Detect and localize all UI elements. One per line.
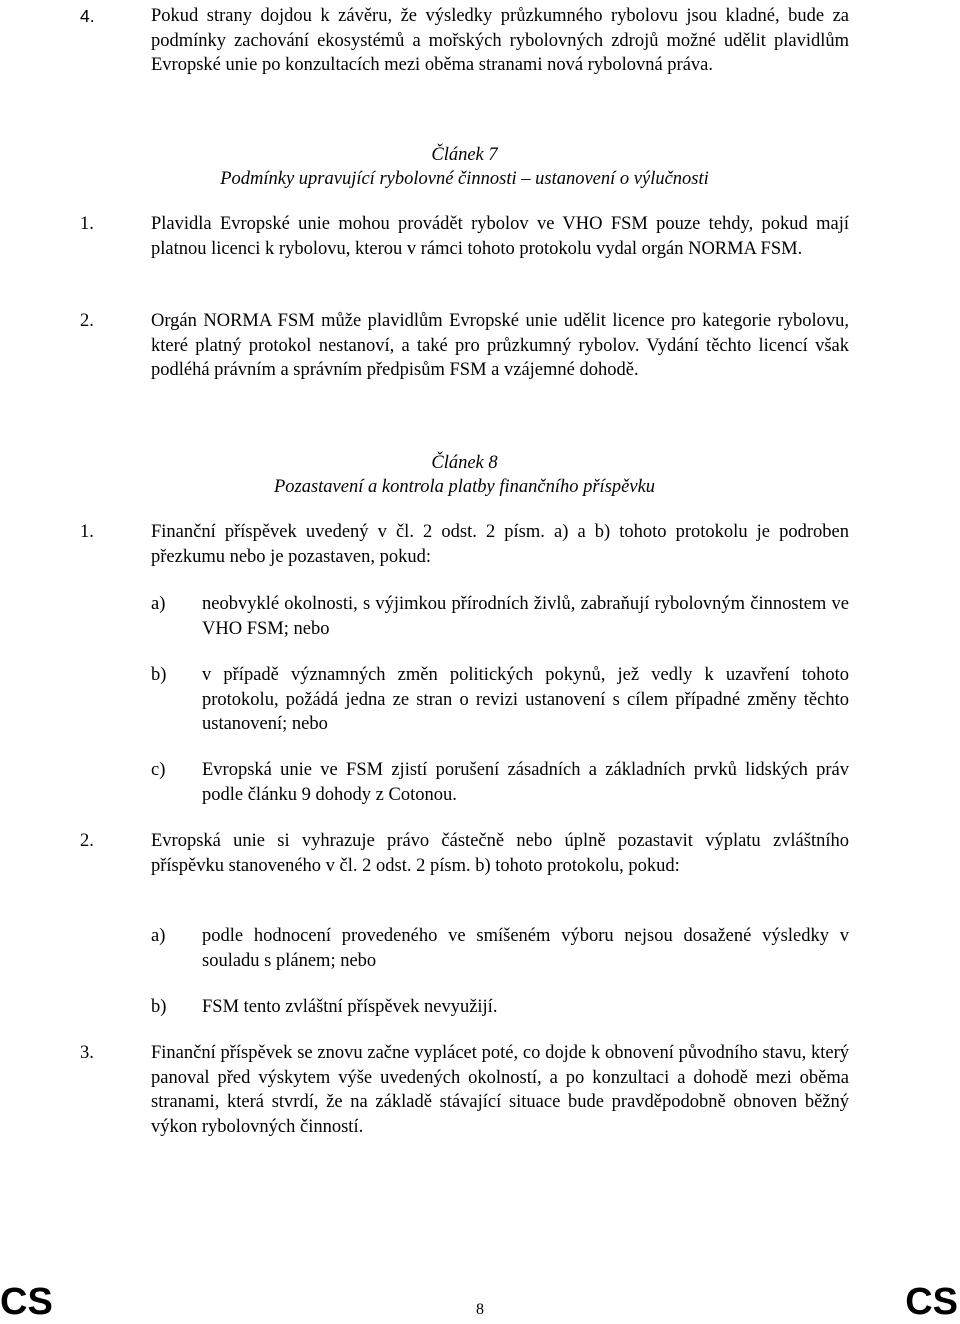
article-8-subtitle: Pozastavení a kontrola platby finančního příspěvku xyxy=(273,477,656,497)
item-number: 1. xyxy=(80,214,94,234)
article-7-subtitle: Podmínky upravující rybolovné činnosti – ustanovení o výlučnosti xyxy=(220,169,709,189)
item-number: 2. xyxy=(80,831,94,851)
article-7-title: Článek 7 xyxy=(431,145,498,165)
sub-item-text: podle hodnocení provedeného ve smíšeném výboru nejsou dosažené výsledky v souladu s plánem; nebo xyxy=(202,926,849,971)
sub-item-text: v případě významných změn politických pokynů, jež vedly k uzavření tohoto protokolu, požádá jedna ze stran o revizi ustanovení s cílem případné změny těchto ustanovení; nebo xyxy=(202,665,849,734)
item-text: Evropská unie si vyhrazuje právo částečně nebo úplně pozastavit výplatu zvláštního příspěvku stanoveného v čl. 2 odst. 2 písm. b) tohoto protokolu, pokud: xyxy=(151,831,849,876)
sub-item-label: c) xyxy=(151,760,166,780)
item-text: Orgán NORMA FSM může plavidlům Evropské unie udělit licence pro kategorie rybolovu, které platný protokol nestanoví, a také pro průzkumný rybolov. Vydání těchto licencí však podléhá právním a správním předpisům FSM a vzájemné dohodě. xyxy=(151,311,849,380)
sub-item-label: a) xyxy=(151,594,166,614)
sub-item-label: b) xyxy=(151,665,167,685)
item-text: Finanční příspěvek uvedený v čl. 2 odst. 2 písm. a) a b) tohoto protokolu je podroben přezkumu nebo je pozastaven, pokud: xyxy=(151,522,849,567)
item-number: 2. xyxy=(80,311,94,331)
sub-item-text: FSM tento zvláštní příspěvek nevyužijí. xyxy=(202,997,498,1017)
article-8-title: Článek 8 xyxy=(431,453,498,473)
item-number: 3. xyxy=(80,1043,94,1063)
sub-item-text: Evropská unie ve FSM zjistí porušení zásadních a základních prvků lidských práv podle článku 9 dohody z Cotonou. xyxy=(202,760,849,805)
footer-language-left: CS xyxy=(0,1281,53,1323)
sub-item-text: neobvyklé okolnosti, s výjimkou přírodních živlů, zabraňují rybolovným činnostem ve VHO FSM; nebo xyxy=(202,594,849,639)
item-number: 1. xyxy=(80,522,94,542)
item-text: Plavidla Evropské unie mohou provádět rybolov ve VHO FSM pouze tehdy, pokud mají platnou licenci k rybolovu, kterou v rámci tohoto protokolu vydal orgán NORMA FSM. xyxy=(151,214,849,259)
sub-item-label: a) xyxy=(151,926,166,946)
page-number: 8 xyxy=(476,1301,484,1318)
item-number: 4. xyxy=(80,6,95,26)
item-text: Finanční příspěvek se znovu začne vyplácet poté, co dojde k obnovení původního stavu, který panoval před výskytem výše uvedených okolností, a po konzultaci a dohodě mezi oběma stranami, která stvrdí, že na základě stávající situace bude pravděpodobně obnoven běžný výkon rybolovných činností. xyxy=(151,1043,849,1137)
footer-language-right: CS xyxy=(905,1281,958,1323)
sub-item-label: b) xyxy=(151,997,167,1017)
item-text: Pokud strany dojdou k závěru, že výsledky průzkumného rybolovu jsou kladné, bude za podmínky zachování ekosystémů a mořských rybolovných zdrojů možné udělit plavidlům Evropské unie po konzultacích mezi oběma stranami nová rybolovná práva. xyxy=(151,6,849,75)
